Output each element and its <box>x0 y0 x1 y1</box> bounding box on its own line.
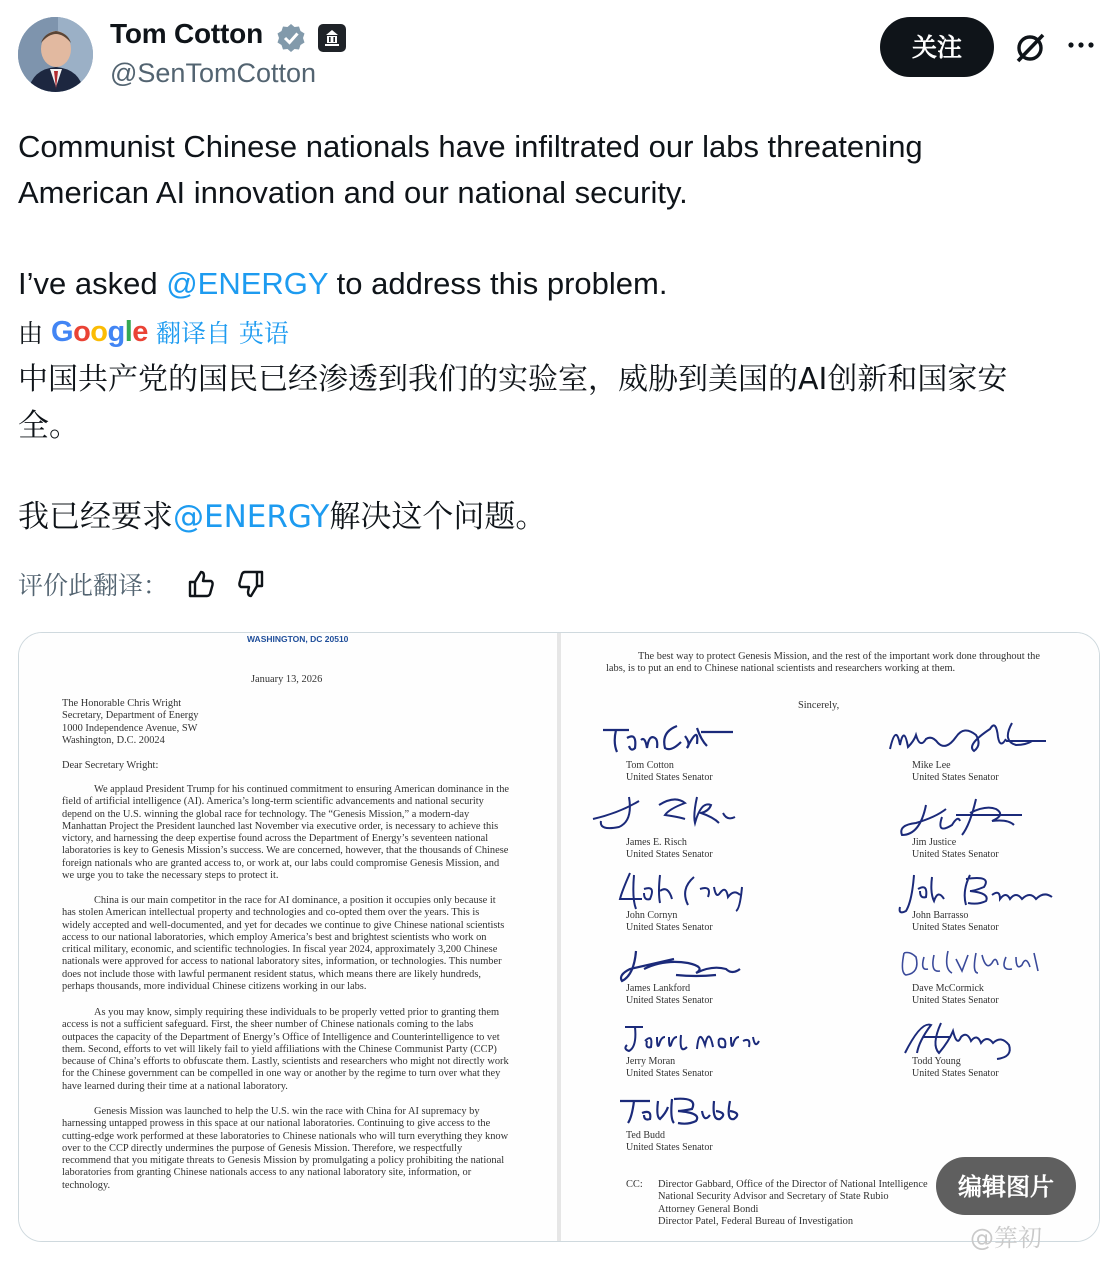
cc-list <box>658 1179 928 1228</box>
display-name[interactable]: Tom Cotton <box>110 18 263 49</box>
more-options-icon[interactable] <box>1066 30 1096 67</box>
follow-button[interactable]: 关注 <box>880 17 994 77</box>
signature-tom-cotton <box>601 718 741 758</box>
rate-translation <box>18 566 268 602</box>
cc-line: National Security Advisor and Secretary of State Rubio <box>658 1191 889 1203</box>
google-logo: Google <box>51 315 148 348</box>
signer-name: Tom Cotton United States Senator <box>626 760 713 783</box>
cc-label: CC: <box>626 1179 643 1190</box>
tweet-line: to address this problem. <box>328 266 668 301</box>
signature-mike-lee <box>886 715 1056 760</box>
government-label-icon <box>318 24 346 52</box>
translated-text <box>18 357 1098 449</box>
avatar[interactable] <box>18 17 93 92</box>
signature-jerry-moran <box>621 1019 761 1059</box>
thumbs-down-icon[interactable] <box>234 567 268 601</box>
letter-page-1 <box>19 633 557 1241</box>
letter-date: January 13, 2026 <box>251 674 323 685</box>
translated-by-label: 由 <box>18 319 44 348</box>
cc-line: Attorney General Bondi <box>658 1203 759 1215</box>
signer-name: Mike Lee United States Senator <box>912 760 999 783</box>
tweet-text <box>18 261 1098 307</box>
letter-page-2 <box>561 633 1099 1241</box>
recipient-line: 1000 Independence Avenue, SW <box>62 722 198 734</box>
user-handle[interactable]: @SenTomCotton <box>110 58 317 88</box>
grok-icon[interactable] <box>1012 30 1048 66</box>
signature-ted-budd <box>616 1093 766 1133</box>
tweet-line: American AI innovation and our national security. <box>18 175 688 210</box>
signer-name: James E. Risch United States Senator <box>626 837 713 860</box>
signer-name: Todd Young United States Senator <box>912 1056 999 1079</box>
cc-line: Director Patel, Federal Bureau of Investigation <box>658 1215 854 1227</box>
signature-dave-mccormick <box>896 943 1046 983</box>
signature-john-cornyn <box>616 869 756 915</box>
salutation: Dear Secretary Wright: <box>62 760 159 771</box>
verified-badge-icon <box>275 22 307 54</box>
watermark: @筭初 <box>970 1224 1042 1252</box>
signer-name: John Cornyn United States Senator <box>626 910 713 933</box>
closing-paragraph: The best way to protect Genesis Mission, and the rest of the important work done throughout the labs, is to put an end to Chinese national scientists and researchers working at them. <box>606 651 1040 675</box>
translated-from-link[interactable]: 翻译自 英语 <box>155 319 289 348</box>
signer-name: Dave McCormick United States Senator <box>912 983 999 1006</box>
signer-name: Ted Budd United States Senator <box>626 1130 713 1153</box>
signer-name: Jerry Moran United States Senator <box>626 1056 713 1079</box>
mention-link[interactable]: @ENERGY <box>173 499 330 535</box>
edit-image-button[interactable]: 编辑图片 <box>936 1157 1076 1215</box>
letterhead-address: WASHINGTON, DC 20510 <box>247 634 349 644</box>
translated-text <box>18 494 1098 540</box>
mention-link[interactable]: @ENERGY <box>166 266 329 301</box>
letter-paragraph: As you may know, simply requiring these individuals to be properly vetted prior to granting them access is not a sufficient safeguard. First, the sheer number of Chinese nationals coming to the labs outpaces the capacity of the Department of Energy’s Office of Intelligence and Counterintelligence to vet them. Second, efforts to vet will likely fail to yield affiliations with the Chinese Communist Party (CCP) because of China’s efforts to obfuscate them. Lastly, scientists and researchers who might not directly work for the Chinese government can be compelled in one way or another by the regime to turn over what they have learned during their time at a national laboratory. <box>62 1007 509 1092</box>
rate-translation-label: 评价此翻译： <box>18 571 169 600</box>
letter-paragraph: China is our main competitor in the race for AI dominance, a position it occupies only because it has stolen American intellectual property and technologies and co-opted them over the years. This is widely accepted and well-documented, and yet for decades we continue to give Chinese national scientists access to our national laboratories, which employ America’s best and brightest scientists who work on critical military, economic, and scientific technologies. In fiscal year 2024, approximately 3,200 Chinese nationals were approved for access to national laboratory sites, information, or technologies. This number does not include those with lawful permanent resident status, which means there are likely hundreds, perhaps thousands, more individual Chinese citizens working in our labs. <box>62 895 505 993</box>
thumbs-up-icon[interactable] <box>184 567 218 601</box>
signature-james-risch <box>589 791 749 836</box>
letter-paragraph: Genesis Mission was launched to help the U.S. win the race with China for AI supremacy by harnessing untapped prowess in this space at our national laboratories. Continuing to give access to the cutting-edge work performed at these laboratories to Chinese nationals who will turn everything they know over to the CCP directly undermines the purpose of Genesis Mission. Therefore, we respectfully recommend that you mitigate threats to Genesis Mission by promulgating a policy prohibiting the national laboratories from granting Chinese nationals access to any national laboratory site, information, or technology. <box>62 1106 509 1191</box>
sincerely: Sincerely, <box>798 700 840 711</box>
cc-line: Director Gabbard, Office of the Director of National Intelligence <box>658 1179 928 1190</box>
attached-image[interactable] <box>18 632 1100 1242</box>
translated-line: 全。 <box>18 408 80 444</box>
letter-paragraph: We applaud President Trump for his continued commitment to ensuring American dominance in the field of artificial intelligence (AI). America’s long-term scientific advancements and national security depend on the U.S. winning the global race for technology. The “Genesis Mission,” a modern-day Manhattan Project the President launched last November via executive order, is necessary to achieve this victory, and harnessing the deep expertise found across the Department of Energy’s seventeen national laboratories is key to Genesis Mission’s success. We are concerned, however, that the thousands of Chinese foreign nationals who are granted access to, or work at, our labs could compromise Genesis Mission, and we urge you to take the necessary steps to protect it. <box>62 784 509 882</box>
recipient-line: The Honorable Chris Wright <box>62 698 182 709</box>
translation-attribution <box>18 314 289 350</box>
recipient-line: Secretary, Department of Energy <box>62 710 199 722</box>
signer-name: John Barrasso United States Senator <box>912 910 999 933</box>
signer-name: Jim Justice United States Senator <box>912 837 999 860</box>
translated-line: 解决这个问题。 <box>329 499 547 535</box>
signer-name: James Lankford United States Senator <box>626 983 713 1006</box>
recipient-line: Washington, D.C. 20024 <box>62 734 165 746</box>
tweet-line: I’ve asked <box>18 266 167 301</box>
tweet-line: Communist Chinese nationals have infiltrated our labs threatening <box>18 129 923 164</box>
translated-line: 我已经要求 <box>18 499 173 535</box>
translated-line: 中国共产党的国民已经渗透到我们的实验室，威胁到美国的AI创新和国家安 <box>18 362 1008 397</box>
recipient-block <box>62 698 198 747</box>
tweet-text <box>18 124 1098 216</box>
